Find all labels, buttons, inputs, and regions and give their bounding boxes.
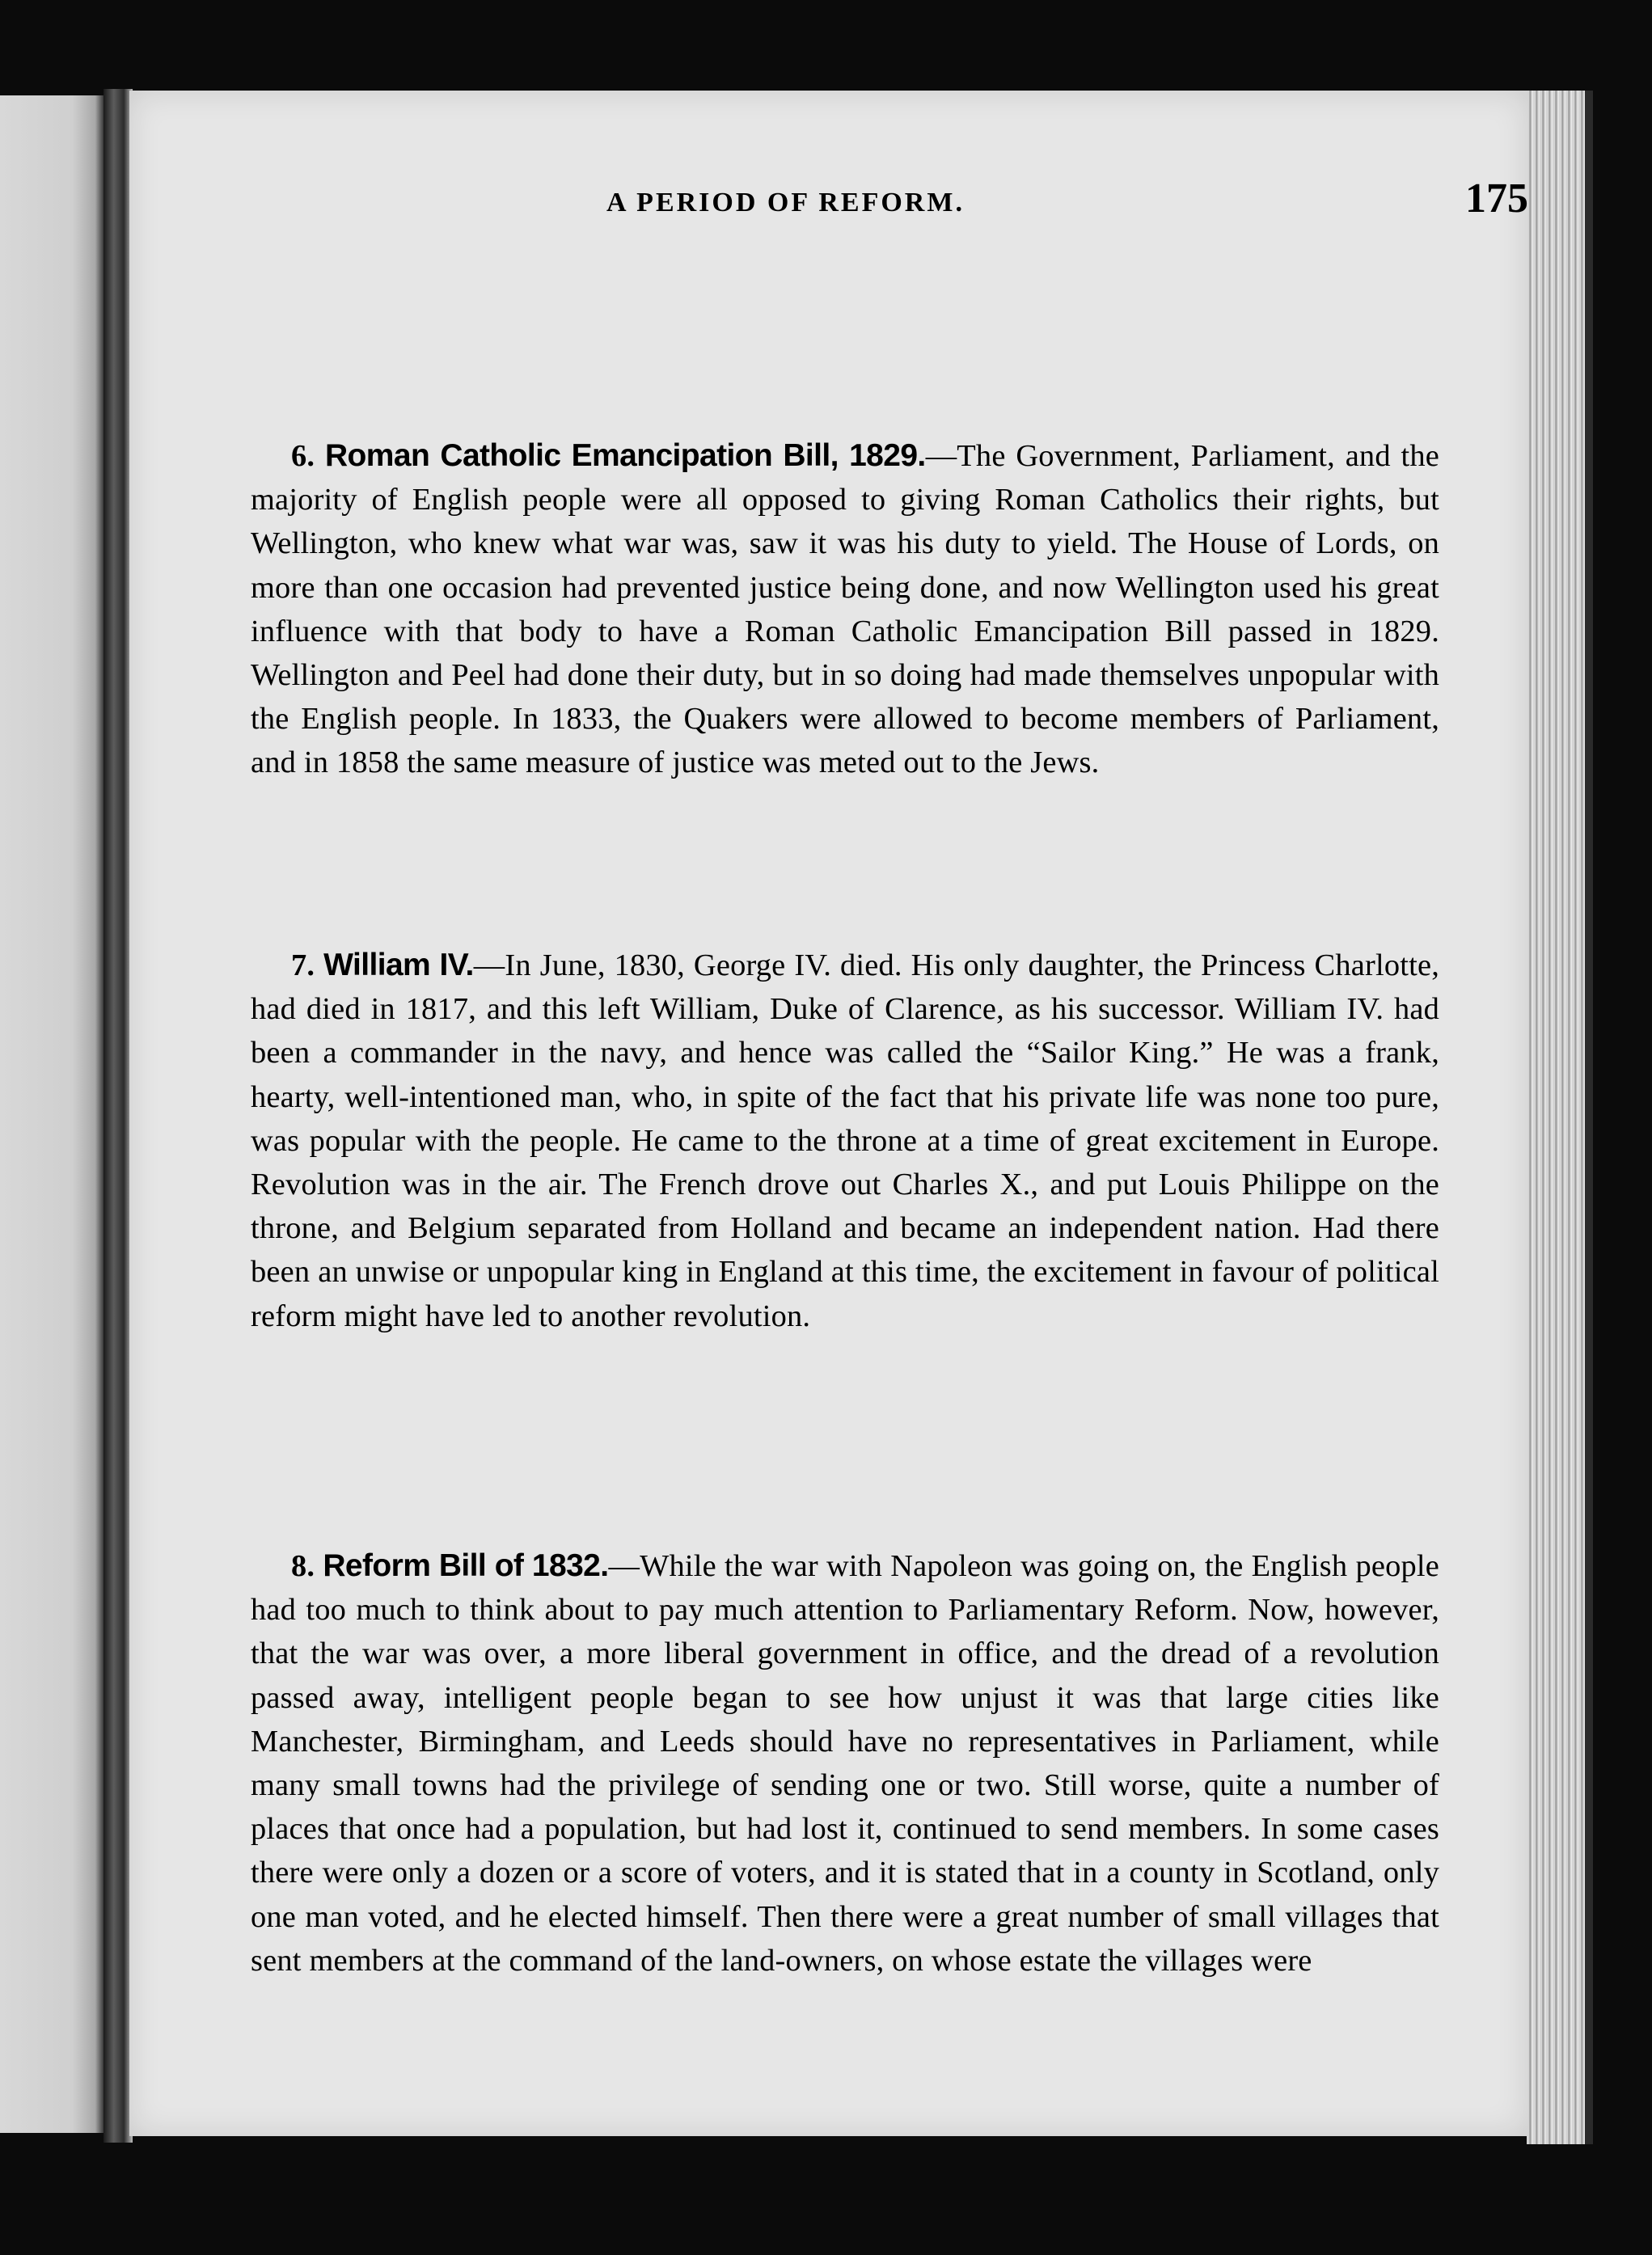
section-body: —The Government, Parliament, and the majority of English people were all opposed to giving Roman Catholics their rights, but Wellington, who knew what war was, saw it was his duty to yield. The House of Lords, on more than one occasion had prevented justice being done, and now Wellington used his great influence with that body to have a Roman Catholic Emancipation Bill passed in 1829. Wellington and Peel had done their duty, but in so doing had made themselves unpopular with the English people. In 1833, the Quakers were allowed to become members of Parliament, and in 1858 the same measure of justice was meted out to the Jews. bbox=[251, 439, 1439, 780]
section-number: 7. bbox=[291, 948, 315, 982]
running-head bbox=[129, 91, 1528, 222]
facing-page-edge bbox=[0, 95, 104, 2133]
running-title: A PERIOD OF REFORM. bbox=[606, 188, 965, 217]
section-8 bbox=[251, 1544, 1439, 1983]
page-edge-stack bbox=[1527, 91, 1585, 2144]
section-body: —In June, 1830, George IV. died. His only daughter, the Princess Charlotte, had died in 1817, and this left William, Duke of Clarence, as his successor. William IV. had been a commander in the navy, and hence was called the “Sailor King.” He was a frank, hearty, well-intentioned man, who, in spite of the fact that his private life was none too pure, was popular with the people. He came to the throne at a time of great excitement in Europe. Revolution was in the air. The French drove out Charles X., and put Louis Philippe on the throne, and Belgium separated from Holland and became an independent nation. Had there been an unwise or unpopular king in England at this time, the excitement in favour of political reform might have led to another revolution. bbox=[251, 948, 1439, 1333]
section-heading: Reform Bill of 1832. bbox=[323, 1548, 609, 1583]
page-number: 175 bbox=[1465, 175, 1528, 222]
section-7 bbox=[251, 944, 1439, 1338]
book-page bbox=[129, 91, 1528, 2136]
section-number: 6. bbox=[291, 439, 315, 473]
section-heading: William IV. bbox=[323, 948, 474, 982]
section-number: 8. bbox=[291, 1549, 315, 1583]
section-6 bbox=[251, 434, 1439, 785]
section-heading: Roman Catholic Emancipation Bill, 1829. bbox=[324, 438, 926, 473]
book-gutter bbox=[104, 89, 133, 2143]
section-body: —While the war with Napoleon was going on, the English people had too much to think about to pay much attention to Parliamentary Reform. Now, however, that the war was over, a more liberal government in office, and the dread of a revolution passed away, intelligent people began to see how unjust it was that large cities like Manchester, Birmingham, and Leeds should have no representatives in Parliament, while many small towns had the privilege of sending one or two. Still worse, quite a number of places that once had a population, but had lost it, continued to send members. In some cases there were only a dozen or a score of voters, and it is stated that in a county in Scotland, only one man voted, and he elected himself. Then there were a great number of small villages that sent members at the command of the land-owners, on whose estate the villages were bbox=[251, 1549, 1439, 1978]
